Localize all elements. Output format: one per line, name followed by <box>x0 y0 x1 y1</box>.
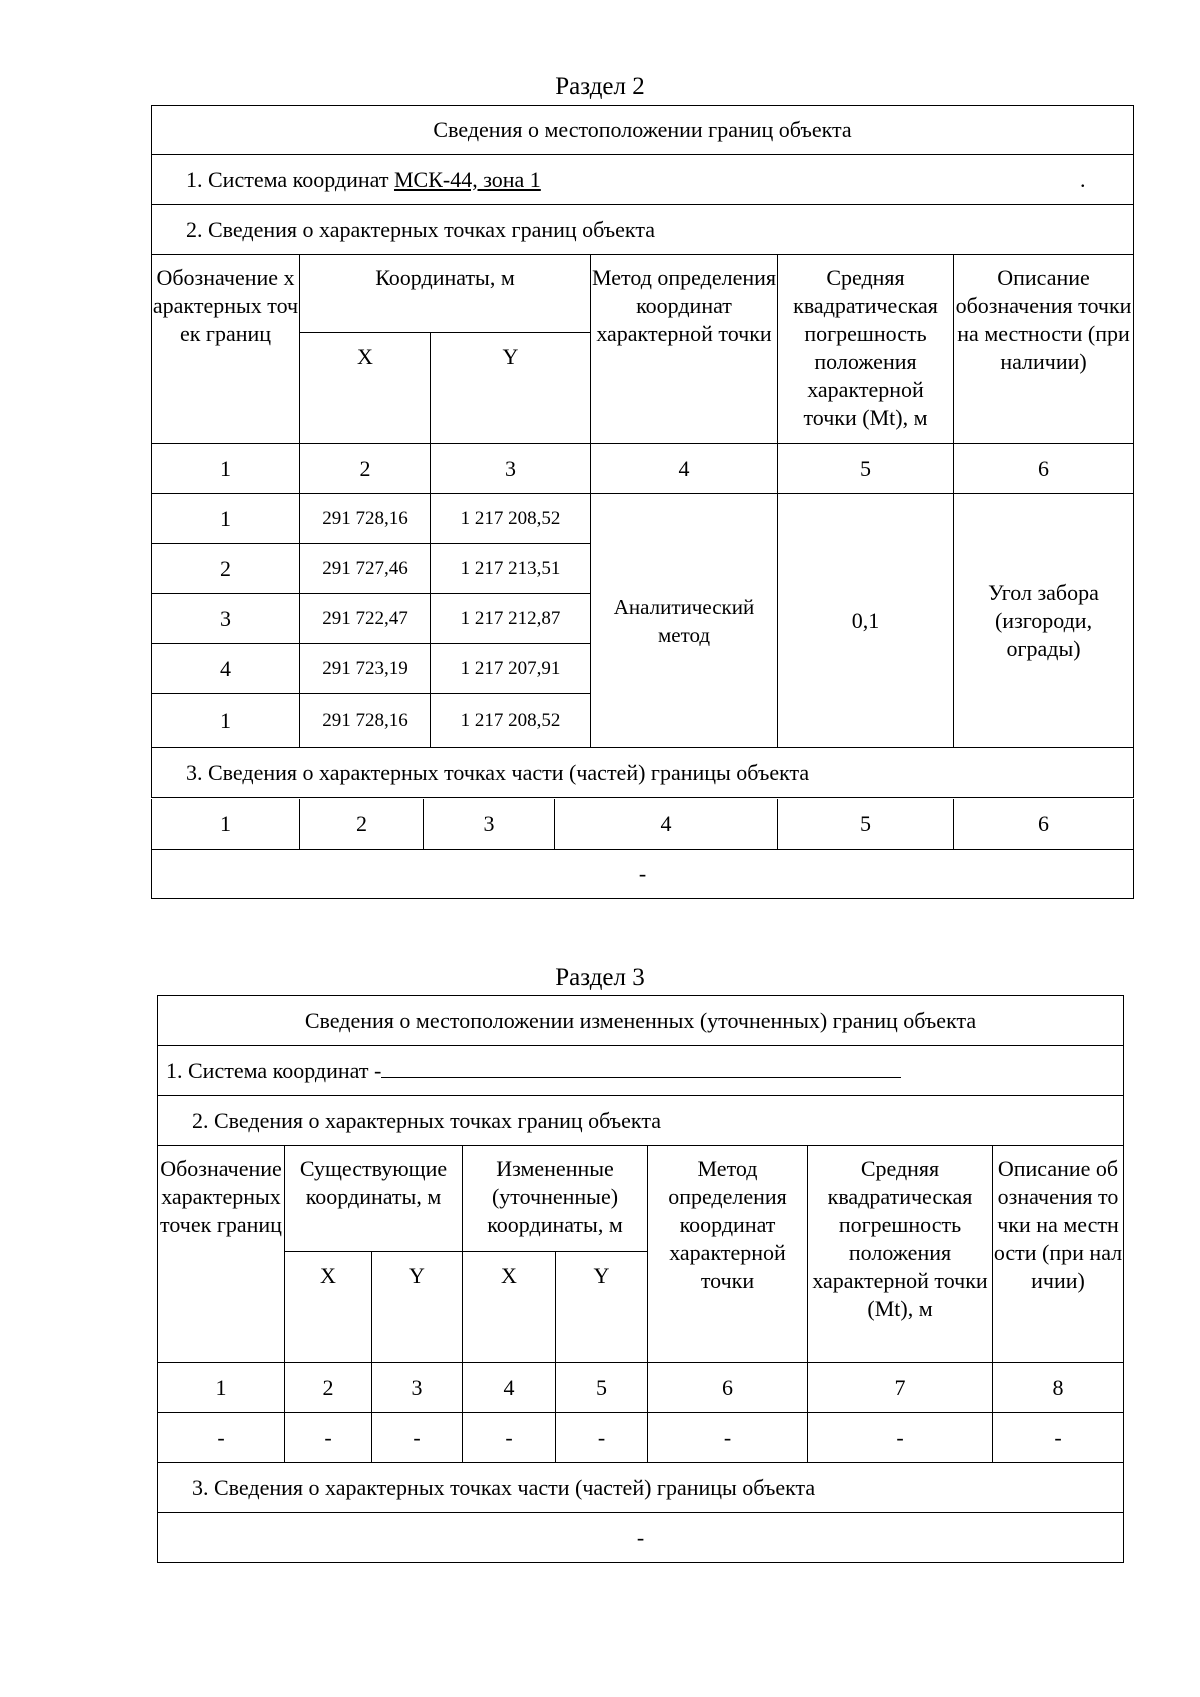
point-number: 4 <box>152 644 300 694</box>
parts-section-title: 3. Сведения о характерных точках части (частей) границы объекта <box>152 748 1134 798</box>
header-designation: Обозначение характерных точек границ <box>158 1146 285 1363</box>
header-error: Средняя квадратическая погрешность положения характерной точки (Mt), м <box>778 255 954 444</box>
col-number: 8 <box>993 1363 1124 1413</box>
col-number: 3 <box>431 444 591 494</box>
point-number: 3 <box>152 594 300 644</box>
header-x: X <box>285 1252 372 1363</box>
header-method: Метод определения координат характерной точки <box>591 255 778 444</box>
parts-col-number: 4 <box>555 799 778 849</box>
header-coordinates: Координаты, м <box>300 255 591 333</box>
point-y: 1 217 207,91 <box>431 644 591 694</box>
col-number: 5 <box>556 1363 648 1413</box>
section-3-title: Раздел 3 <box>555 964 645 991</box>
points-section-title: 2. Сведения о характерных точках границ объекта <box>152 205 1134 255</box>
coordinate-system-row <box>158 1046 1124 1096</box>
table-row <box>152 494 1134 544</box>
header-x: X <box>300 333 431 444</box>
header-changed-coordinates: Измененные (уточненные) координаты, м <box>463 1146 648 1252</box>
coordinate-system-row <box>152 155 1134 205</box>
point-x: 291 728,16 <box>300 694 431 748</box>
parts-col-number: 1 <box>152 799 300 849</box>
section-2-table <box>151 105 1134 798</box>
col-number: 1 <box>158 1363 285 1413</box>
col-number: 4 <box>591 444 778 494</box>
header-y: Y <box>556 1252 648 1363</box>
col-number: 2 <box>285 1363 372 1413</box>
point-number: 1 <box>152 494 300 544</box>
point-x: 291 723,19 <box>300 644 431 694</box>
coordinate-system-label: 1. Система координат - <box>166 1057 382 1083</box>
parts-col-number: 5 <box>778 799 954 849</box>
error-value: 0,1 <box>778 494 954 748</box>
empty-cell: - <box>556 1413 648 1463</box>
header-existing-coordinates: Существующие координаты, м <box>285 1146 463 1252</box>
section-2-title: Раздел 2 <box>555 73 645 100</box>
empty-cell: - <box>285 1413 372 1463</box>
col-number: 6 <box>648 1363 808 1413</box>
header-method: Метод определения координат характерной точки <box>648 1146 808 1363</box>
parts-section-title: 3. Сведения о характерных точках части (частей) границы объекта <box>158 1463 1124 1513</box>
col-number: 5 <box>778 444 954 494</box>
point-y: 1 217 208,52 <box>431 694 591 748</box>
method-value: Аналитический метод <box>591 494 778 748</box>
header-y: Y <box>372 1252 463 1363</box>
section-3-caption: Сведения о местоположении измененных (уточненных) границ объекта <box>158 996 1124 1046</box>
col-number: 7 <box>808 1363 993 1413</box>
parts-col-number: 6 <box>954 799 1134 849</box>
coordinate-system-blank <box>381 1057 901 1078</box>
col-number: 2 <box>300 444 431 494</box>
point-y: 1 217 212,87 <box>431 594 591 644</box>
points-section-title: 2. Сведения о характерных точках границ объекта <box>158 1096 1124 1146</box>
header-description: Описание обозначения точки на местности (при наличии) <box>993 1146 1124 1363</box>
parts-col-number: 3 <box>424 799 555 849</box>
point-x: 291 727,46 <box>300 544 431 594</box>
header-description: Описание обозначения точки на местности (при наличии) <box>954 255 1134 444</box>
col-number: 4 <box>463 1363 556 1413</box>
point-y: 1 217 208,52 <box>431 494 591 544</box>
section-3-table <box>157 995 1124 1563</box>
point-number: 1 <box>152 694 300 748</box>
empty-cell: - <box>993 1413 1124 1463</box>
parts-col-number: 2 <box>300 799 424 849</box>
coordinate-system-end: . <box>1079 166 1086 192</box>
empty-cell: - <box>648 1413 808 1463</box>
empty-cell: - <box>372 1413 463 1463</box>
header-x: X <box>463 1252 556 1363</box>
header-y: Y <box>431 333 591 444</box>
section-2-caption: Сведения о местоположении границ объекта <box>152 106 1134 155</box>
header-error: Средняя квадратическая погрешность положения характерной точки (Mt), м <box>808 1146 993 1363</box>
col-number: 6 <box>954 444 1134 494</box>
table-row <box>158 1413 1124 1463</box>
empty-cell: - <box>158 1413 285 1463</box>
point-y: 1 217 213,51 <box>431 544 591 594</box>
empty-cell: - <box>808 1413 993 1463</box>
header-designation: Обозначение характерных точек границ <box>152 255 300 444</box>
point-x: 291 728,16 <box>300 494 431 544</box>
parts-empty-value: - <box>152 849 1134 898</box>
coordinate-system-label: 1. Система координат <box>186 166 394 192</box>
col-number: 3 <box>372 1363 463 1413</box>
point-x: 291 722,47 <box>300 594 431 644</box>
coordinate-system-value: МСК-44, зона 1 <box>393 166 541 192</box>
col-number: 1 <box>152 444 300 494</box>
empty-cell: - <box>463 1413 556 1463</box>
parts-empty-value: - <box>158 1513 1124 1563</box>
point-number: 2 <box>152 544 300 594</box>
description-value: Угол забора (изгороди, ограды) <box>954 494 1134 748</box>
section-2-parts-table <box>151 799 1134 899</box>
